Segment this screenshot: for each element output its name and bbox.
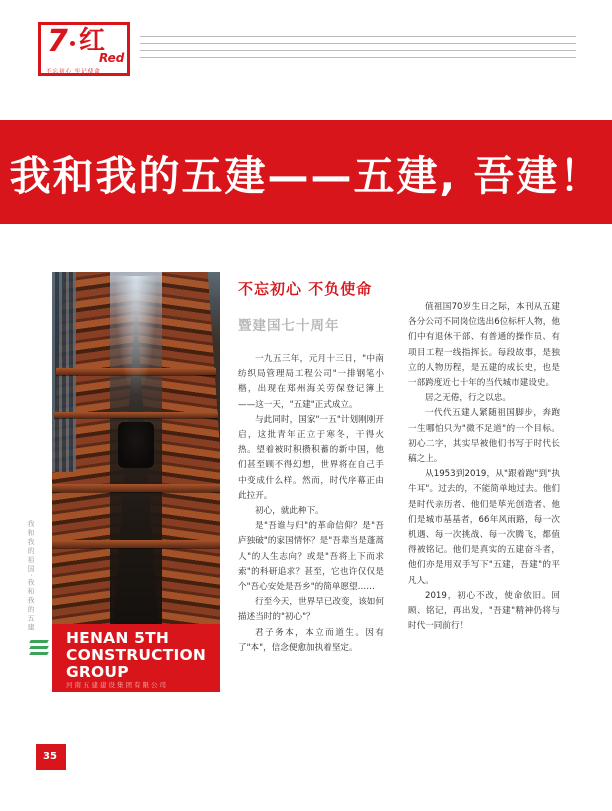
paragraph: 居之无倦，行之以忠。: [425, 393, 511, 404]
photo-caption-en: HENAN 5TH CONSTRUCTION GROUP: [66, 629, 207, 681]
photo-caption: [52, 624, 220, 692]
kicker-heading: 不忘初心 不负使命: [238, 280, 373, 298]
paragraph: 2019，初心不改，使命依旧。回顾、铭记，再出发，"吾建"精神仍将与时代一同前行！: [408, 590, 560, 632]
logo-dot-icon: [70, 41, 75, 46]
photo-caption-cn: 河南五建建设集团有限公司: [66, 681, 168, 689]
page-number-tab: [36, 744, 66, 770]
sidebar-vertical-text: 我和我的祖国·我和我的五建: [27, 520, 35, 633]
paragraph: 是"吾谁与归"的革命信仰？是"吾庐独破"的家国情怀？是"吾辈当是蓬蒿人"的人生志向？或是"吾将上下而求索"的科研追求？甚至，它也许仅仅是个"吾心安处是吾乡"的简单愿望……: [238, 521, 384, 593]
logo-hong-text: 红: [79, 26, 106, 56]
paragraph: 与此同时，国家"一五"计划刚刚开启，这批青年正立于寒冬，干得火热。望着被时积攒积蓄的新中国，他们甚至顾不得幻想，世界将在自己手中变成什么样。然而，时代序幕正由此拉开。: [238, 414, 384, 501]
decorative-slash-marks: [30, 640, 48, 666]
paragraph: 君子务本，本立而道生。因有了"本"，信念便愈加执着坚定。: [238, 627, 384, 653]
page-number: 35: [43, 751, 57, 762]
logo-seven-text: 7: [47, 24, 67, 59]
body-column-middle: [238, 352, 384, 656]
paragraph: 值祖国70岁生日之际，本刊从五建各分公司不同岗位选出6位标杆人物，他们中有退休干部、有普通的操作员、有项目工程一线指挥长。每段故事，是独立的人物历程，是五建的成长史，也是一部跨度近七十年的当代城市建设史。: [408, 302, 560, 389]
masthead: [0, 0, 612, 96]
logo-tagline: 不忘初心 牢记使命: [46, 69, 101, 75]
magazine-logo: [38, 22, 130, 76]
sub-kicker-heading: 暨建国七十周年: [238, 318, 340, 334]
paragraph: 行至今天，世界早已改变，该如何描述当时的"初心"？: [238, 597, 384, 623]
page-title: 我和我的五建——五建, 吾建！: [9, 151, 603, 200]
paragraph: 从1953到2019，从"跟着跑"到"执牛耳"。过去的，不能简单地过去。他们是时代亲历者、他们是荜光创造者、他们是城市基基者，66年风雨路，每一次机遇、每一次挑战、每一次腾飞，都值得被铭记。他们是真实的五建奋斗者，他们亦是用双手写下"五建，吾建"的平凡人。: [408, 469, 560, 586]
body-column-right: [408, 300, 560, 634]
paragraph: 初心，就此种下。: [255, 506, 324, 517]
construction-photo: [52, 272, 220, 624]
paragraph: 一九五三年，元月十三日，"中南纺织局管理局工程公司"一排钢笔小楷，出现在郑州海关劳保登记簿上——这一天，"五建"正式成立。: [238, 354, 384, 410]
title-banner: [0, 120, 612, 224]
photo-column: [52, 272, 220, 692]
paragraph: 一代代五建人紧随祖国脚步，奔跑一生哪怕只为"微不足道"的一个目标。初心二字，其实早被他们书写于时代长稿之上。: [408, 408, 560, 465]
masthead-rules: [140, 36, 576, 64]
logo-red-text: Red: [99, 51, 125, 65]
